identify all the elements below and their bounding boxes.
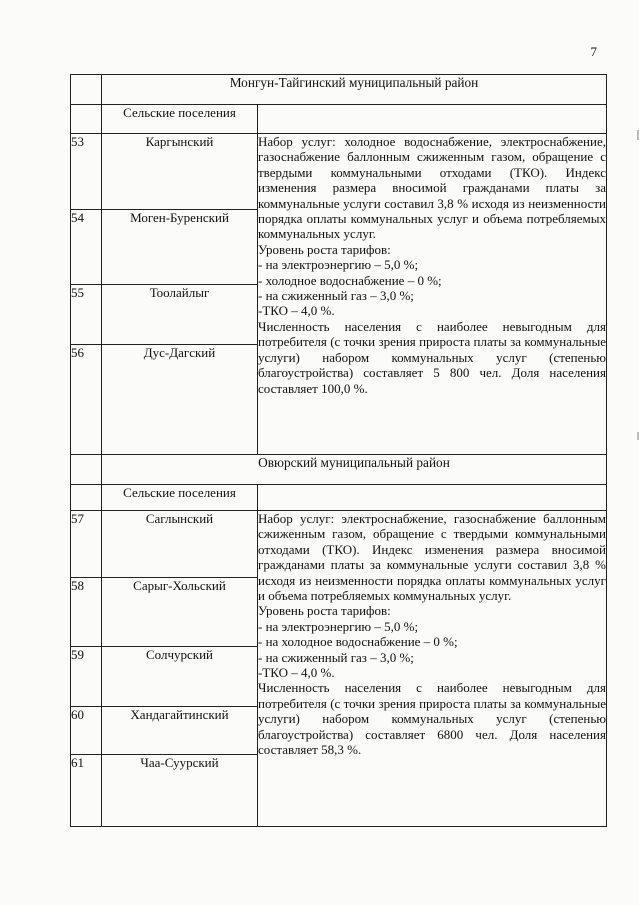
tariff-item: -ТКО – 4,0 %. [258, 665, 335, 681]
tariff-item: - на электроэнергию – 5,0 %; [258, 618, 419, 634]
subheader-row [71, 105, 607, 134]
region-row [71, 455, 607, 485]
settlement-name: Тоолайлыг [102, 285, 258, 345]
region-row [71, 75, 607, 105]
row-number: 55 [71, 285, 102, 345]
subheader-row [71, 485, 607, 511]
settlements-table [70, 74, 607, 827]
tariff-item: -ТКО – 4,0 %. [258, 303, 335, 319]
row-number: 59 [71, 647, 102, 707]
settlement-name: Хандагайтинский [102, 707, 258, 755]
table-row [71, 511, 607, 578]
row-number: 61 [71, 755, 102, 827]
settlement-name: Дус-Дагский [102, 345, 258, 455]
row-number: 58 [71, 578, 102, 647]
tariff-title: Уровень роста тарифов: [258, 241, 391, 257]
region-title: Монгун-Тайгинский муниципальный район [102, 75, 607, 105]
population-text: Численность населения с наиболее невыгодным для потребителя (с точки зрения прироста платы за коммунальные услуги) набором коммунальных услуг (степенью благоустройства) составляет 5 800 чел. Доля населения составляет 100,0 %. [258, 318, 606, 396]
row-number: 57 [71, 511, 102, 578]
services-description [258, 511, 607, 827]
population-text: Численность населения с наиболее невыгодным для потребителя (с точки зрения прироста платы за коммунальные услуги) набором коммунальных услуг (степенью благоустройства) составляет 6800 чел. Доля населения составляет 58,3 %. [258, 680, 606, 758]
table-row [71, 134, 607, 210]
row-number: 56 [71, 345, 102, 455]
tariff-item: - холодное водоснабжение – 0 %; [258, 272, 442, 288]
settlements-subheader: Сельские поселения [102, 105, 258, 134]
settlement-name: Моген-Буренский [102, 210, 258, 285]
region-title: Овюрский муниципальный район [102, 455, 607, 485]
tariff-item: - на сжиженный газ – 3,0 %; [258, 649, 414, 665]
page-number: 7 [590, 44, 597, 59]
settlement-name: Чаа-Суурский [102, 755, 258, 827]
tariff-title: Уровень роста тарифов: [258, 603, 391, 619]
settlement-name: Саглынский [102, 511, 258, 578]
row-number: 53 [71, 134, 102, 210]
settlement-name: Сарыг-Хольский [102, 578, 258, 647]
services-description [258, 134, 607, 455]
services-text: Набор услуг: холодное водоснабжение, электроснабжение, газоснабжение баллонным сжиженным газом, обращение с твердыми коммунальными отходами (ТКО). Индекс изменения размера вносимой гражданами платы за коммунальные услуги составил 3,8 % исходя из неизменности порядка оплаты коммунальных услуг и объема потребляемых коммунальных услуг. [258, 134, 606, 242]
row-number: 60 [71, 707, 102, 755]
settlement-name: Солчурский [102, 647, 258, 707]
tariff-item: - на сжиженный газ – 3,0 %; [258, 288, 414, 304]
tariff-item: - на холодное водоснабжение – 0 %; [258, 634, 458, 650]
row-number: 54 [71, 210, 102, 285]
services-text: Набор услуг: электроснабжение, газоснабжение баллонным сжиженным газом, обращение с твердыми коммунальными отходами (ТКО). Индекс изменения размера вносимой гражданами платы за коммунальные услуги составил 3,8 % исходя из неизменности порядка оплаты коммунальных услуг и объема потребляемых коммунальных услуг. [258, 511, 606, 604]
settlements-subheader: Сельские поселения [102, 485, 258, 511]
tariff-item: - на электроэнергию – 5,0 %; [258, 257, 419, 273]
settlement-name: Каргынский [102, 134, 258, 210]
